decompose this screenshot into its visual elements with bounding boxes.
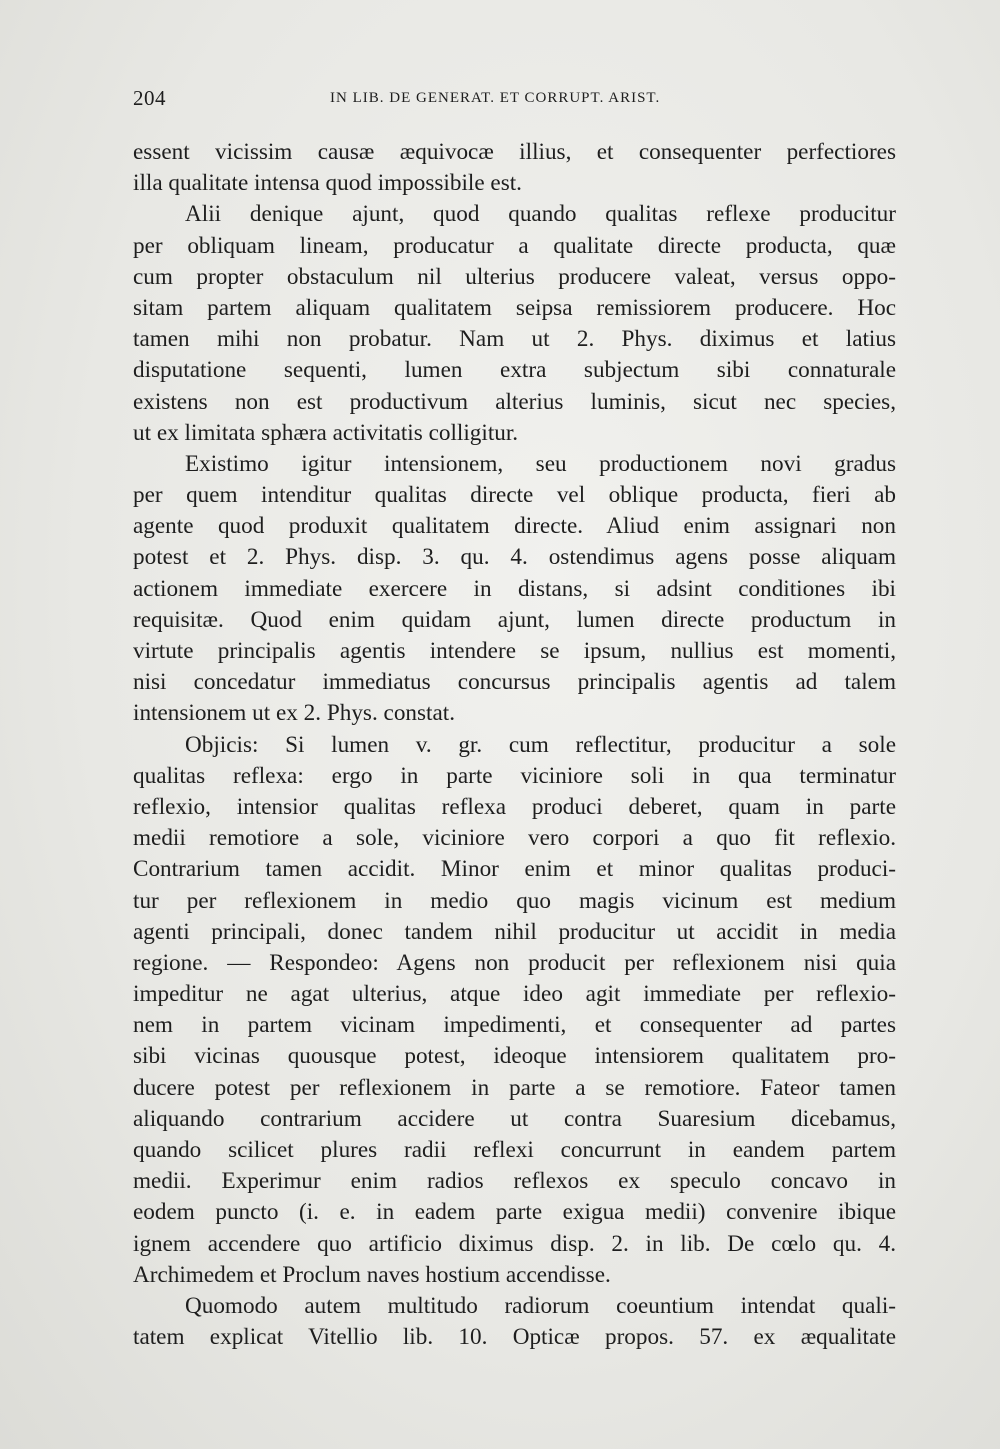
- text-line: sitam partem aliquam qualitatem seipsa remissiorem producere. Hoc: [133, 294, 896, 321]
- text-line: Existimo igitur intensionem, seu productionem novi gradus: [185, 450, 896, 477]
- text-line: tur per reflexionem in medio quo magis vicinum est medium: [133, 887, 896, 914]
- text-line: nisi concedatur immediatus concursus principalis agentis ad talem: [133, 669, 896, 696]
- text-line: qualitas reflexa: ergo in parte viciniore soli in qua terminatur: [133, 762, 896, 789]
- text-line: ignem accendere quo artificio diximus disp. 2. in lib. De cœlo qu. 4.: [133, 1230, 896, 1257]
- text-line: reflexio, intensior qualitas reflexa produci deberet, quam in parte: [133, 793, 896, 820]
- text-line: impeditur ne agat ulterius, atque ideo agit immediate per reflexio-: [133, 981, 896, 1008]
- text-line: aliquando contrarium accidere ut contra Suaresium dicebamus,: [133, 1105, 896, 1132]
- text-line: Objicis: Si lumen v. gr. cum reflectitur, producitur a sole: [185, 731, 896, 758]
- page-number: 204: [133, 86, 166, 110]
- text-line: actionem immediate exercere in distans, si adsint conditiones ibi: [133, 575, 896, 602]
- text-line: regione. — Respondeo: Agens non producit per reflexionem nisi quia: [133, 949, 896, 976]
- text-line: nem in partem vicinam impedimenti, et consequenter ad partes: [133, 1012, 896, 1039]
- text-line: illa qualitate intensa quod impossibile est.: [133, 170, 522, 197]
- text-line: ducere potest per reflexionem in parte a se remotiore. Fateor tamen: [133, 1074, 896, 1101]
- text-line: virtute principalis agentis intendere se ipsum, nullius est momenti,: [133, 638, 896, 664]
- text-line: essent vicissim causæ æquivocæ illius, et consequenter perfectiores: [133, 139, 896, 165]
- text-line: potest et 2. Phys. disp. 3. qu. 4. ostendimus agens posse aliquam: [133, 544, 896, 571]
- page-header: [133, 86, 893, 116]
- text-line: requisitæ. Quod enim quidam ajunt, lumen directe productum in: [133, 606, 896, 633]
- text-line: agente quod produxit qualitatem directe. Aliud enim assignari non: [133, 513, 896, 540]
- text-line: intensionem ut ex 2. Phys. constat.: [133, 700, 456, 727]
- text-line: Alii denique ajunt, quod quando qualitas reflexe producitur: [185, 201, 896, 228]
- text-line: Contrarium tamen accidit. Minor enim et minor qualitas produci-: [133, 856, 896, 883]
- text-line: sibi vicinas quousque potest, ideoque intensiorem qualitatem pro-: [133, 1043, 896, 1070]
- running-head: IN LIB. DE GENERAT. ET CORRUPT. ARIST.: [330, 90, 661, 106]
- text-line: Archimedem et Proclum naves hostium accendisse.: [133, 1261, 611, 1288]
- text-line: agenti principali, donec tandem nihil producitur ut accidit in media: [133, 918, 896, 945]
- text-line: ut ex limitata sphæra activitatis colligitur.: [133, 419, 519, 446]
- text-line: tamen mihi non probatur. Nam ut 2. Phys. diximus et latius: [133, 326, 896, 353]
- text-line: eodem puncto (i. e. in eadem parte exigua medii) convenire ibique: [133, 1199, 896, 1226]
- text-line: existens non est productivum alterius luminis, sicut nec species,: [133, 388, 896, 415]
- text-line: medii remotiore a sole, viciniore vero corpori a quo fit reflexio.: [133, 825, 896, 852]
- text-line: Quomodo autem multitudo radiorum coeuntium intendat quali-: [185, 1292, 896, 1319]
- text-line: per quem intenditur qualitas directe vel oblique producta, fieri ab: [133, 482, 896, 509]
- text-line: quando scilicet plures radii reflexi concurrunt in eandem partem: [133, 1137, 896, 1163]
- text-line: medii. Experimur enim radios reflexos ex speculo concavo in: [133, 1168, 896, 1195]
- text-line: per obliquam lineam, producatur a qualitate directe producta, quæ: [133, 232, 896, 259]
- text-line: cum propter obstaculum nil ulterius producere valeat, versus oppo-: [133, 263, 896, 290]
- text-line: disputatione sequenti, lumen extra subjectum sibi connaturale: [133, 357, 896, 384]
- text-line: tatem explicat Vitellio lib. 10. Opticæ propos. 57. ex æqualitate: [133, 1324, 896, 1351]
- body-text: [133, 137, 896, 1353]
